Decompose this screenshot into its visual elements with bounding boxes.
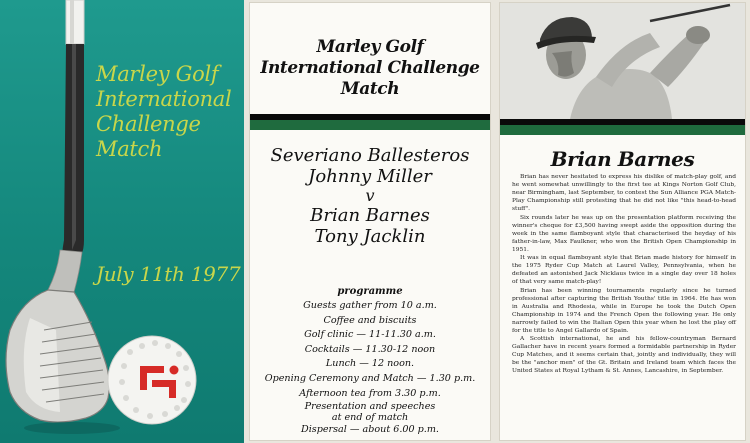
bio-panel bbox=[499, 2, 746, 441]
bio-name-heading: Brian Barnes bbox=[550, 147, 695, 171]
cover-title-line: International bbox=[96, 87, 232, 111]
schedule-item: Presentation and speeches bbox=[304, 401, 436, 413]
player-name: Tony Jacklin bbox=[314, 226, 426, 247]
schedule-item: Cocktails — 11.30-12 noon bbox=[304, 343, 436, 355]
player-name: Severiano Ballesteros bbox=[270, 145, 470, 166]
cover-panel bbox=[0, 0, 244, 443]
player-name: Johnny Miller bbox=[308, 166, 432, 187]
schedule-list bbox=[250, 299, 490, 438]
schedule-item: Guests gather from 10 a.m. bbox=[303, 300, 437, 311]
programme-title bbox=[250, 37, 490, 100]
player-name: Brian Barnes bbox=[310, 205, 430, 226]
bio-paragraph: Brian has never hesitated to express his dislike of match-play golf, and he went somewhat unwillingly to the first tee at Kings Norton Golf Club, near Birmingham, last September, to contest the Sun Alliance PGA Match-Play Championship still protesting that he did not like "this head-to-head stuff". bbox=[512, 174, 736, 212]
bio-paragraph: It was in equal flamboyant style that Brian made history for himself in the 1975 Ryder Cup Match at Laurel Valley, Pennsylvania, when he defeated an astonished Jack Nicklaus twice in a single day over 18 holes of that very same match-play! bbox=[512, 255, 736, 285]
divider-band-green bbox=[250, 120, 490, 130]
schedule-item: at end of match bbox=[331, 412, 409, 424]
player-photo bbox=[500, 3, 745, 119]
divider-band-green bbox=[500, 125, 745, 135]
bio-text bbox=[512, 173, 736, 376]
bio-paragraph: Brian has been winning tournaments regularly since he turned professional after capturing the British Youths' title in 1964. He has won in Australia and Rhodesia, while in Europe he took the Dutch Open Championship in 1974 and the French Open the following year. He only narrowly failed to win the Italian Open this year when he lost the play off for the title to Angel Gallardo of Spain. bbox=[512, 287, 736, 334]
schedule-item: Lunch — 12 noon. bbox=[325, 358, 415, 370]
players-list bbox=[250, 145, 490, 247]
bio-paragraph: Six rounds later he was up on the presentation platform receiving the winner's cheque for £3,500 having swept aside the opposition during the week in the same flamboyant style that characterised the heyday of his father-in-law, Max Faulkner, who won the British Open Championship in 1951. bbox=[512, 214, 736, 253]
schedule-heading: programme bbox=[337, 286, 403, 297]
programme-title-line: International Challenge bbox=[260, 58, 480, 78]
programme-panel bbox=[249, 2, 491, 441]
schedule-item: Opening Ceremony and Match — 1.30 p.m. bbox=[264, 372, 476, 384]
cover-title-line: Challenge bbox=[96, 112, 201, 136]
cover-title bbox=[96, 62, 244, 162]
schedule-item: Golf clinic — 11-11.30 a.m. bbox=[304, 329, 436, 341]
club-grip bbox=[66, 0, 84, 44]
schedule-item: Dispersal — about 6.00 p.m. bbox=[301, 424, 439, 436]
programme-title-line: Match bbox=[340, 79, 400, 99]
cover-title-line: Marley Golf bbox=[96, 62, 219, 86]
cover-title-line: Match bbox=[96, 137, 163, 161]
schedule-item: Coffee and biscuits bbox=[323, 314, 417, 326]
golfer-photo-illustration bbox=[500, 3, 745, 119]
versus-label: v bbox=[365, 186, 375, 205]
schedule-item: Afternoon tea from 3.30 p.m. bbox=[299, 387, 441, 399]
programme-title-line: Marley Golf bbox=[316, 37, 424, 57]
bio-paragraph: A Scottish international, he and his fellow-countryman Bernard Gallacher have in recent years formed a formidable partnership in Ryder Cup Matches, and it seems certain that, jointly and individually, they will be the "anchor men" of the Gt. Britain and Ireland team which faces the United States at Royal Lytham & St. Annes, Lancashire, in September. bbox=[512, 336, 736, 374]
cover-date: July 11th 1977 bbox=[96, 262, 241, 286]
